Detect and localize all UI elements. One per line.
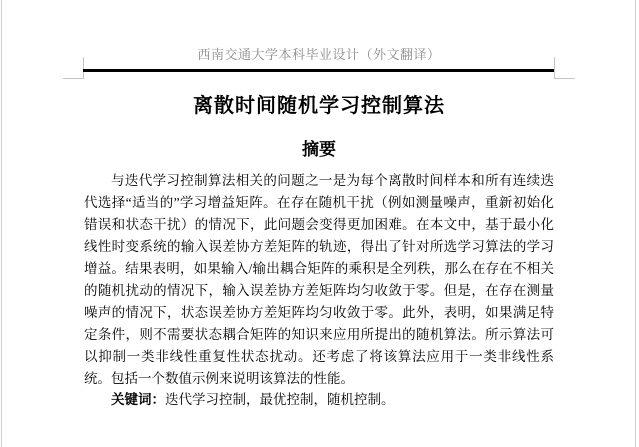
page-edge-right [635, 0, 636, 447]
document-title: 离散时间随机学习控制算法 [193, 95, 445, 117]
abstract-heading: 摘要 [302, 140, 336, 159]
page-edge-left [1, 0, 2, 447]
keywords-line [84, 389, 554, 411]
page-header-title: 西南交通大学本科毕业设计（外文翻译） [197, 47, 441, 62]
keywords-label: 关键词： [111, 392, 165, 407]
text-boundary-mark-right [554, 57, 575, 79]
text-boundary-mark-left [63, 57, 84, 79]
keywords-text: 迭代学习控制，最优控制，随机控制。 [165, 392, 395, 407]
abstract-paragraph: 与迭代学习控制算法相关的问题之一是为每个离散时间样本和所有连续迭代选择“适当的”学习增益矩阵。在存在随机干扰（例如测量噪声，重新初始化错误和状态干扰）的情况下，此问题会变得更加困难。在本文中，基于最小化线性时变系统的输入误差协方差矩阵的轨迹，得出了针对所选学习算法的学习增益。结果表明，如果输入/输出耦合矩阵的乘积是全列秩，那么在存在不相关的随机扰动的情况下，输入误差协方差矩阵均匀收敛于零。但是，在存在测量噪声的情况下，状态误差协方差矩阵均匀收敛于零。此外，表明，如果满足特定条件，则不需要状态耦合矩阵的知识来应用所提出的随机算法。所示算法可以抑制一类非线性重复性状态扰动。还考虑了将该算法应用于一类非线性系统。包括一个数值示例来说明该算法的性能。 [84, 173, 554, 386]
header-rule-divider [83, 69, 554, 72]
